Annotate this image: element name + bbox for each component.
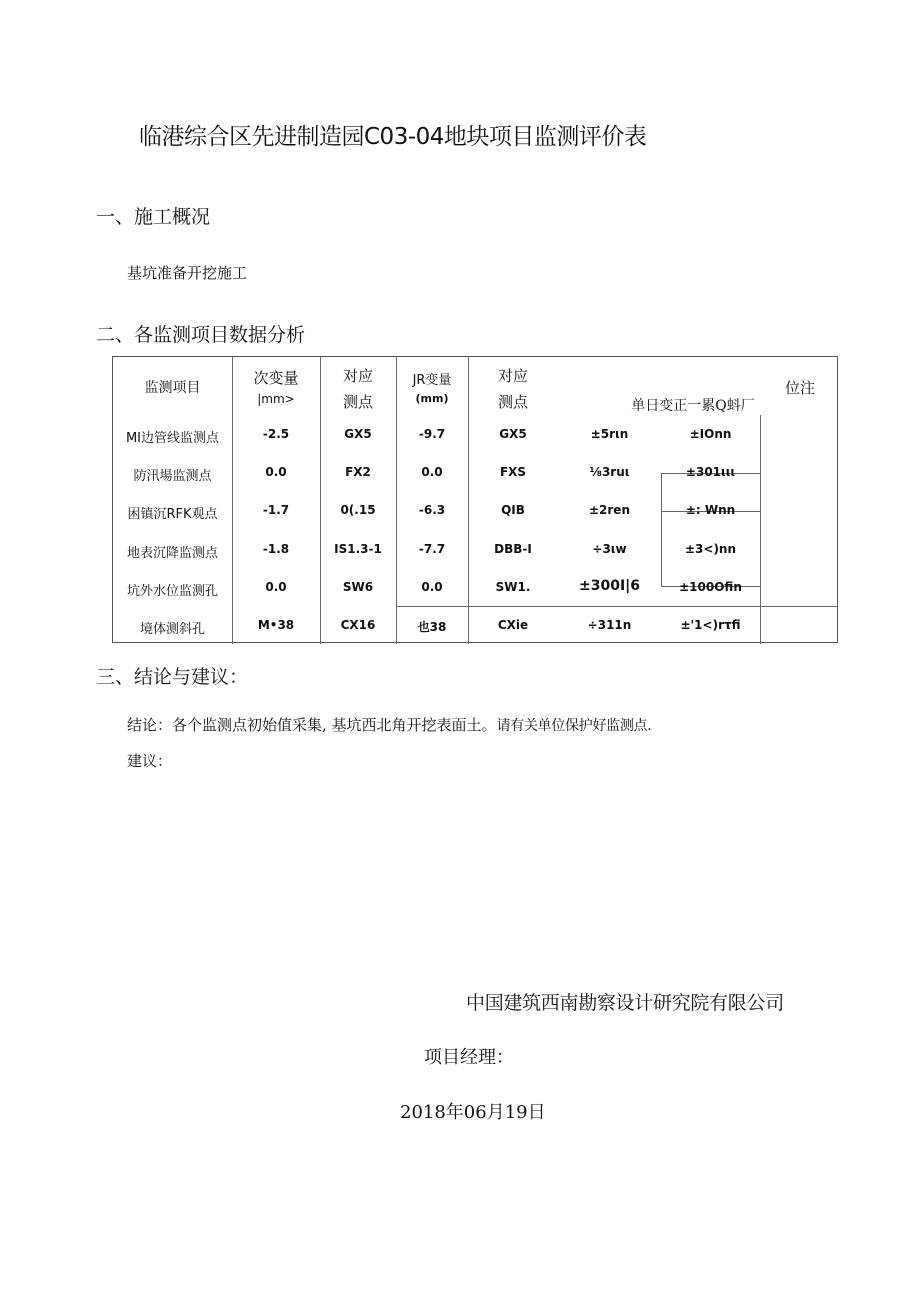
row5-point2: SW1.: [495, 580, 531, 594]
report-date: 2018年06月19日: [400, 1102, 546, 1123]
header-change2-line1: JR变量: [412, 373, 452, 388]
suggestion-label: 建议：: [127, 752, 173, 770]
row1-change2: -9.7: [418, 427, 446, 441]
section-heading-overview: 一、施工概况: [96, 206, 211, 228]
row1-daily-limit: ±5rιn: [590, 427, 629, 441]
conclusion-text-note: 请有关单位保护好监测点.: [496, 718, 652, 734]
header-remark: 位注: [784, 379, 815, 397]
row4-total-limit: ±3<)nn: [684, 542, 737, 556]
row2-point2: FXS: [499, 465, 527, 479]
overview-text: 基坑准备开挖施工: [127, 264, 248, 282]
row5-change2: 0.0: [421, 580, 443, 594]
row6-point1: CX16: [340, 618, 376, 632]
header-limit: 单日变正一累Q蚪厂: [631, 398, 755, 414]
row6-item: 境体测斜孔: [139, 622, 205, 637]
company-name: 中国建筑西南勘察设计研究院有限公司: [466, 992, 784, 1014]
row6-total-limit: ±'1<)rτfi: [680, 618, 741, 632]
row3-total-limit: ±: Wnn: [685, 503, 736, 517]
row1-point2: GX5: [499, 427, 527, 441]
row3-change1: -1.7: [262, 503, 290, 517]
row3-point1: 0(.15: [340, 503, 376, 517]
row1-change1: -2.5: [262, 427, 290, 441]
row1-point1: GX5: [344, 427, 372, 441]
row6-daily-limit: ÷311n: [587, 618, 632, 632]
header-change2-line2: (mm): [415, 392, 449, 405]
header-point1-line1: 对应: [342, 367, 373, 385]
header-point1-line2: 测点: [342, 393, 373, 411]
row2-total-limit: ±301ιιι: [685, 465, 736, 479]
row1-total-limit: ±IOnn: [689, 427, 732, 441]
row2-change2: 0.0: [421, 465, 443, 479]
row5-daily-limit: ±300I|6: [578, 578, 641, 594]
conclusion-text: [127, 714, 651, 735]
row5-item: 坑外水位监测孔: [126, 584, 218, 599]
row4-item: 地表沉降监测点: [126, 546, 218, 561]
row5-total-limit: ±100Ofin: [679, 580, 742, 594]
header-point2-line2: 测点: [497, 393, 528, 411]
row4-point1: IS1.3-1: [334, 542, 382, 556]
section-heading-data-analysis: 二、各监测项目数据分析: [96, 324, 306, 346]
monitoring-table: [112, 356, 838, 643]
header-point2-line1: 对应: [497, 367, 528, 385]
row5-point1: SW6: [342, 580, 374, 594]
row4-daily-limit: ÷3ιw: [592, 542, 627, 556]
section-heading-conclusion: 三、结论与建议：: [96, 666, 249, 688]
row3-item: 困镇沉RFK观点: [127, 507, 218, 522]
row6-change2: 也38: [417, 620, 447, 634]
row4-change1: -1.8: [262, 542, 290, 556]
row4-point2: DBB-I: [494, 542, 532, 556]
row2-item: 防汛場监测点: [133, 469, 212, 484]
row3-change2: -6.3: [418, 503, 446, 517]
row6-point2: CXie: [497, 618, 529, 632]
conclusion-text-main: 结论：各个监测点初始值采集, 基坑西北角开挖表面土。: [127, 716, 497, 734]
header-change1-line1: 次变量: [253, 369, 299, 387]
row2-point1: FX2: [345, 465, 371, 479]
row2-change1: 0.0: [265, 465, 287, 479]
row2-daily-limit: ⅛3ruι: [589, 465, 630, 479]
row6-change1: M•38: [257, 618, 295, 632]
document-title: 临港综合区先进制造园C03-04地块项目监测评价表: [139, 124, 647, 150]
row5-change1: 0.0: [265, 580, 287, 594]
row3-daily-limit: ±2ren: [588, 503, 630, 517]
header-item: 监测项目: [144, 380, 201, 396]
row4-change2: -7.7: [418, 542, 446, 556]
row3-point2: QIB: [501, 503, 525, 517]
row1-item: MI边管线监测点: [125, 431, 220, 446]
header-change1-line2: |mm>: [257, 392, 295, 406]
project-manager-label: 项目经理：: [424, 1047, 514, 1068]
